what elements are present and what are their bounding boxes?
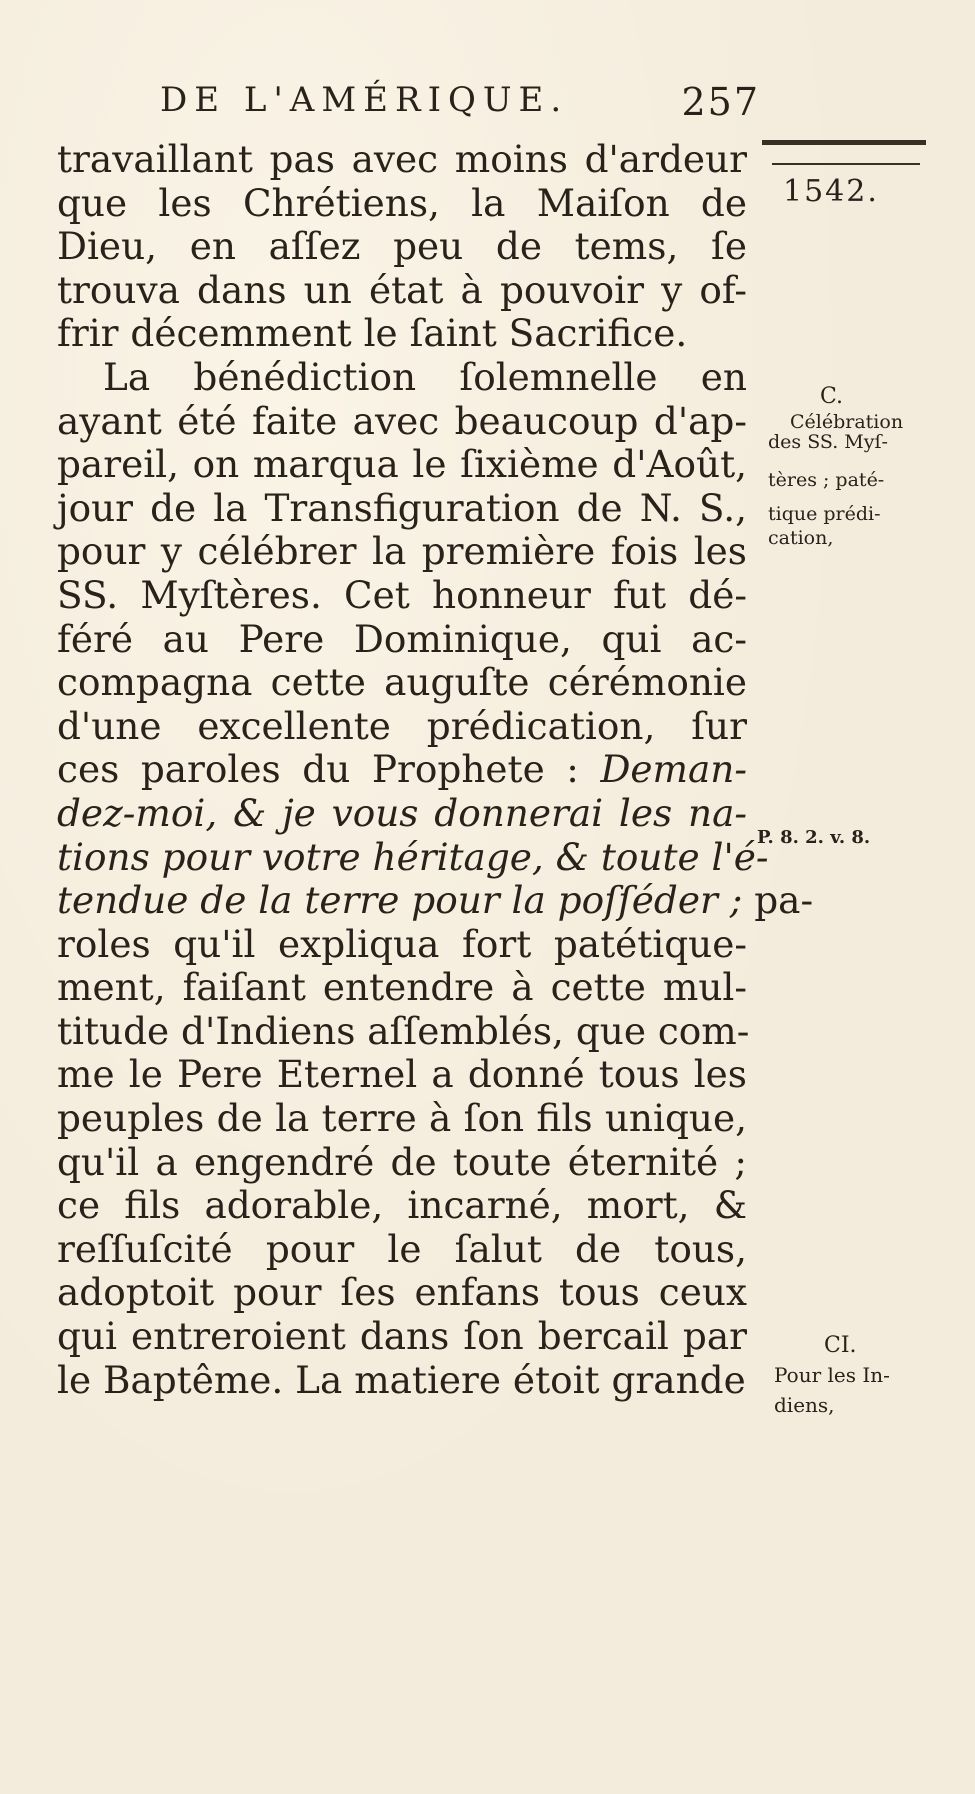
text-segment: pa-	[754, 878, 814, 923]
text-line: La bénédiction ſolemnelle en	[103, 354, 747, 399]
margin-year: 1542.	[783, 174, 879, 209]
text-line: d'une excellente prédication, ſur	[57, 703, 747, 748]
italic-line: tions pour votre héritage, & toute l'é-	[57, 834, 769, 879]
running-header	[160, 80, 760, 130]
text-segment: ces paroles du Prophete :	[57, 747, 579, 792]
text-line: travaillant pas avec moins d'ardeur	[57, 137, 747, 181]
text-line: que les Chrétiens, la Maiſon de	[57, 180, 747, 225]
margin-note-reference: P. 8. 2. v. 8.	[757, 827, 871, 848]
margin-note-c	[788, 386, 843, 408]
margin-note-line: Pour les In-	[774, 1363, 890, 1387]
text-line	[57, 834, 769, 880]
running-title: DE L'AMÉRIQUE.	[160, 80, 569, 120]
text-line: pareil, on marqua le ſixième d'Août,	[57, 442, 747, 487]
text-line: ayant été faite avec beaucoup d'ap-	[57, 398, 747, 443]
text-line: jour de la Transfiguration de N. S.,	[57, 485, 747, 530]
margin-note-ci	[772, 1335, 857, 1357]
margin-note-line: Célébration	[790, 411, 904, 433]
text-line: féré au Pere Dominique, qui ac-	[57, 616, 747, 661]
margin-note-line: des SS. Myſ-	[768, 431, 888, 453]
margin-rule-thin	[772, 163, 920, 165]
margin-note-c-text	[768, 410, 903, 550]
text-line: qu'il a engendré de toute éternité ;	[57, 1139, 747, 1184]
margin-note-line: tique prédi-	[768, 503, 881, 525]
margin-note-line: tères ; paté-	[768, 469, 885, 491]
margin-rule	[762, 140, 926, 145]
text-line: adoptoit pour ſes enfans tous ceux	[57, 1270, 747, 1315]
text-line: ment, faiſant entendre à cette mul-	[57, 965, 747, 1010]
text-line	[57, 792, 747, 836]
italic-line: dez-moi, & je vous donnerai les na-	[57, 790, 747, 835]
italic-segment: tendue de la terre pour la poſſéder ;	[57, 878, 743, 923]
text-line: frir décemment le ſaint Sacrifice.	[57, 311, 688, 356]
text-line: ce fils adorable, incarné, mort, &	[57, 1183, 747, 1228]
text-line: reſſuſcité pour le ſalut de tous,	[57, 1226, 747, 1271]
text-line	[57, 878, 814, 923]
text-line: le Baptême. La matiere étoit grande	[57, 1357, 746, 1402]
margin-note-number: C.	[820, 384, 844, 409]
text-line: titude d'Indiens aſſemblés, que com-	[57, 1008, 750, 1053]
italic-segment: Deman-	[600, 747, 748, 792]
text-line: qui entreroient dans ſon bercail par	[57, 1314, 747, 1359]
margin-note-number: CI.	[824, 1333, 857, 1358]
text-line: compagna cette auguſte cérémonie	[57, 660, 747, 705]
margin-note-line: cation,	[768, 527, 834, 549]
text-line: trouva dans un état à pouvoir y of-	[57, 267, 747, 312]
text-line: peuples de la terre à ſon fils unique,	[57, 1096, 747, 1141]
margin-note-ci-text	[774, 1360, 890, 1420]
page-number: 257	[681, 80, 760, 124]
margin-note-line: diens,	[774, 1393, 835, 1417]
text-line: Dieu, en aſſez peu de tems, ſe	[57, 224, 747, 269]
text-line	[57, 748, 747, 792]
text-line: pour y célébrer la première fois les	[57, 529, 747, 574]
text-line: roles qu'il expliqua fort patétique-	[57, 921, 747, 966]
text-line: SS. Myſtères. Cet honneur fut dé-	[57, 572, 747, 617]
text-line: me le Pere Eternel a donné tous les	[57, 1052, 747, 1097]
